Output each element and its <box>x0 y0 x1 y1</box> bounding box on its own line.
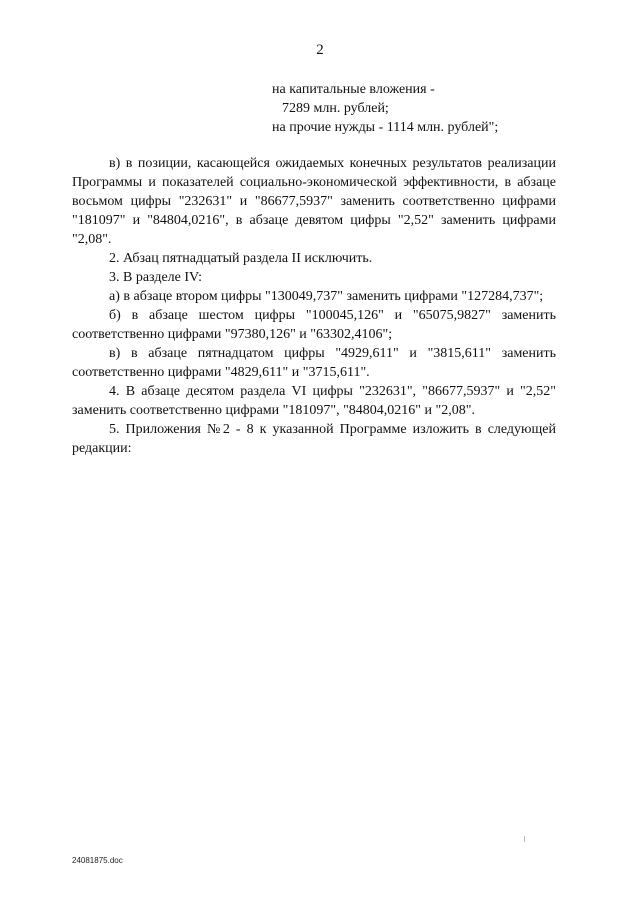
continued-list-block <box>272 80 592 137</box>
paragraph-section-vi: 4. В абзаце десятом раздела VI цифры "232631", "86677,5937" и "2,52" заменить соответственно цифрами "181097", "84804,0216" и "2,08". <box>72 384 556 418</box>
capital-investment-line: на капитальные вложения - <box>272 82 435 97</box>
scan-margin-mark <box>524 836 525 842</box>
paragraph-section-iv-a: а) в абзаце втором цифры "130049,737" заменить цифрами "127284,737"; <box>109 289 544 304</box>
paragraph-section-ii: 2. Абзац пятнадцатый раздела II исключить. <box>109 251 373 266</box>
file-name-footer: 24081875.doc <box>72 856 123 865</box>
document-body <box>72 154 556 458</box>
paragraph-section-iv-heading: 3. В разделе IV: <box>109 270 202 285</box>
paragraph-section-iv-v: в) в абзаце пятнадцатом цифры "4929,611" и "3815,611" заменить соответственно цифрами "4829,611" и "3715,611". <box>72 346 556 380</box>
page-number: 2 <box>316 42 324 58</box>
paragraph-appendices: 5. Приложения №2 - 8 к указанной Программе изложить в следующей редакции: <box>72 422 556 456</box>
other-needs-line: на прочие нужды - 1114 млн. рублей"; <box>272 120 499 135</box>
paragraph-results-indicators: в) в позиции, касающейся ожидаемых конечных результатов реализации Программы и показателей социально-экономической эффективности, в абзаце восьмом цифры "232631" и "86677,5937" заменить соответственно цифрами "181097" и "84804,0216", в абзаце девятом цифры "2,52" заменить цифрами "2,08". <box>72 156 556 247</box>
capital-amount-line: 7289 млн. рублей; <box>282 101 389 116</box>
paragraph-section-iv-b: б) в абзаце шестом цифры "100045,126" и "65075,9827" заменить соответственно цифрами "97380,126" и "63302,4106"; <box>72 308 556 342</box>
